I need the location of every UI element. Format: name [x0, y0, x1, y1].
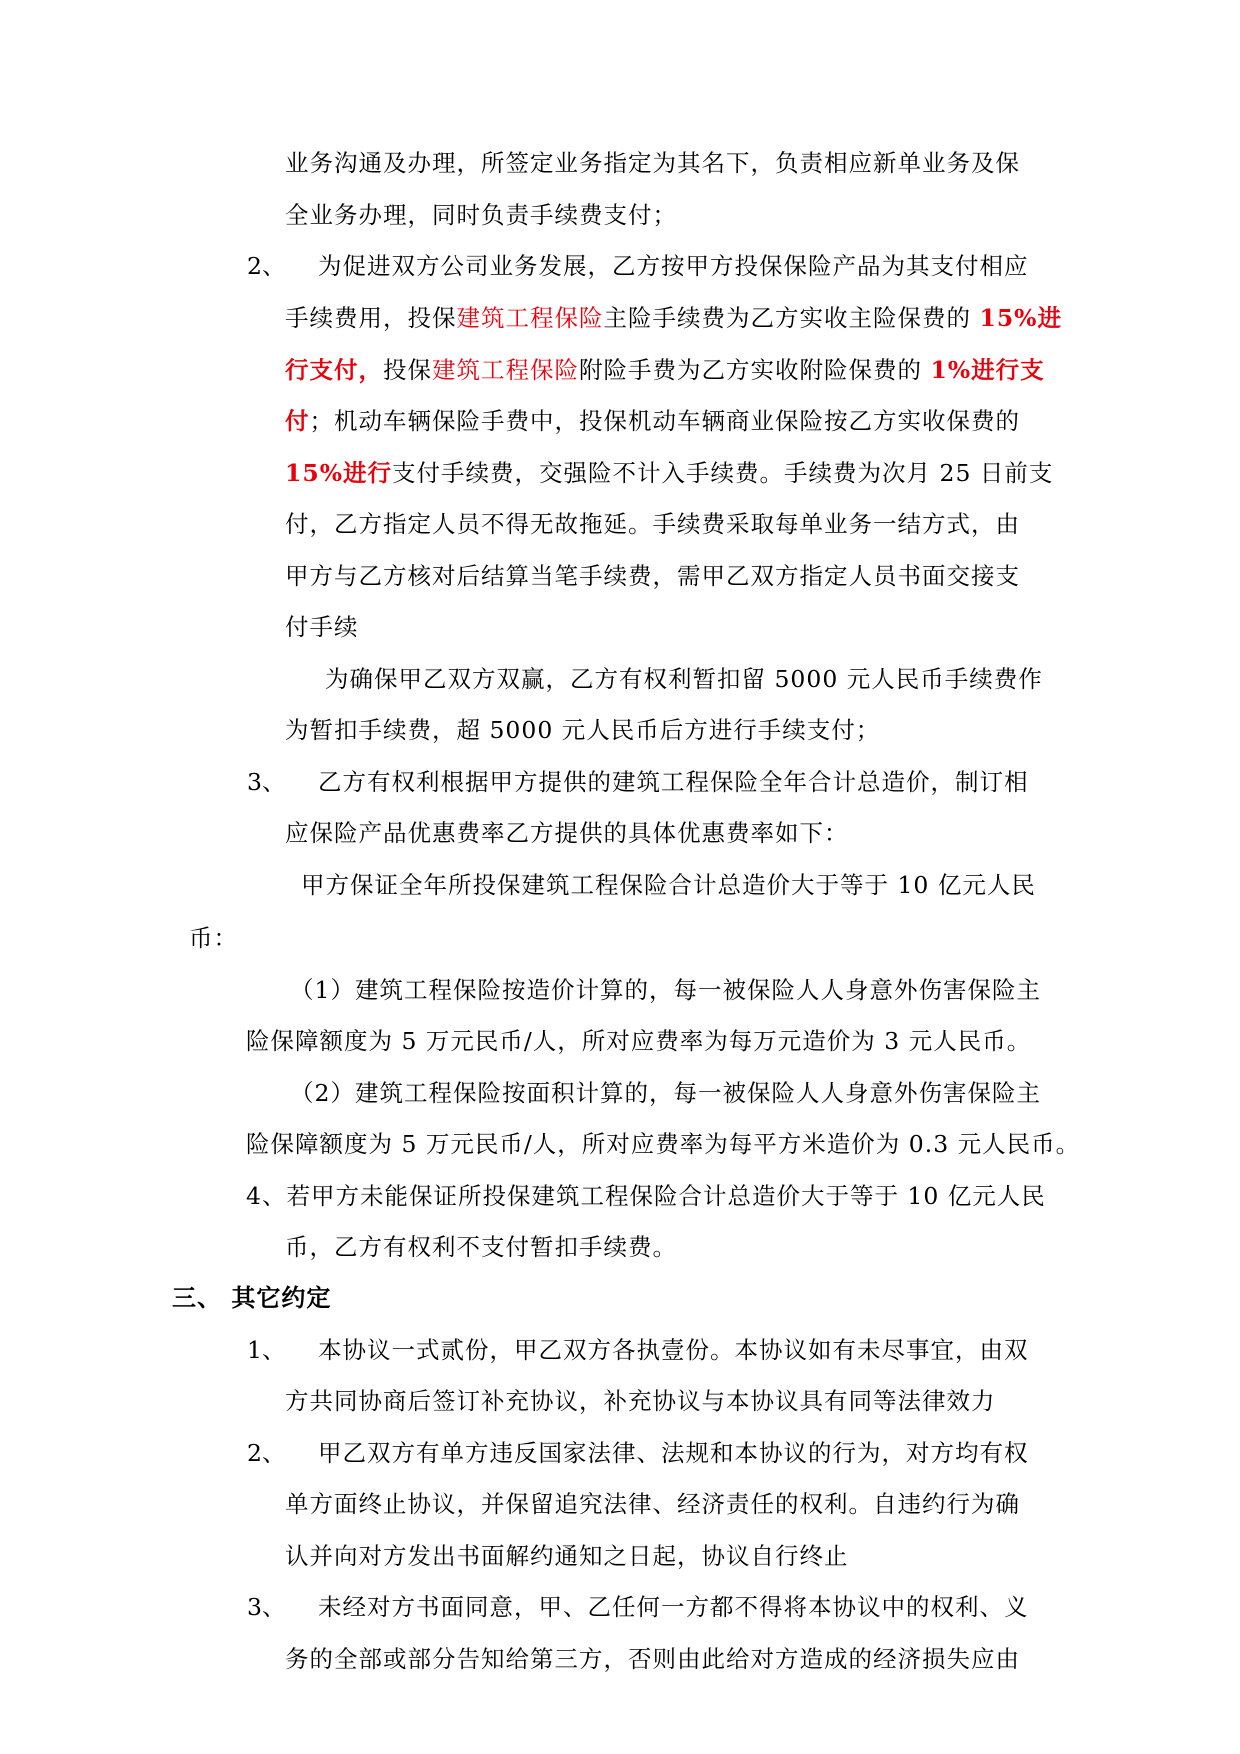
- text-line: [246, 1129, 1080, 1159]
- list-number: 1、: [247, 1336, 286, 1364]
- text-segment: 险保障额度为 5 万元民币/人，所对应费率为每万元造价为 3 元人民币。: [246, 1027, 1032, 1055]
- text-segment: ；机动车辆保险手费中，投保机动车辆商业保险按乙方实收保费的: [309, 407, 1020, 435]
- text-segment: 为确保甲乙双方双赢，乙方有权利暂扣留 5000 元人民币手续费作: [325, 665, 1043, 693]
- text-segment: 币，乙方有权利不支付暂扣手续费。: [285, 1233, 677, 1261]
- text-line: [285, 509, 1020, 539]
- text-segment: 甲方保证全年所投保建筑工程保险合计总造价大于等于 10 亿元人民: [301, 871, 1036, 899]
- text-line: [318, 1335, 1029, 1365]
- text-line: [285, 715, 880, 745]
- text-line: [285, 1386, 996, 1416]
- text-segment: 认并向对方发出书面解约通知之日起，协议自行终止: [285, 1542, 849, 1570]
- text-segment: （1）建筑工程保险按造价计算的，每一被保险人人身意外伤害保险主: [290, 976, 1041, 1004]
- text-segment: 甲乙双方有单方违反国家法律、法规和本协议的行为，对方均有权: [318, 1439, 1029, 1467]
- text-segment: 主险手续费为乙方实收主险保费的: [603, 304, 980, 332]
- text-line: [285, 1644, 1020, 1674]
- highlighted-text: 建筑工程保险: [432, 356, 579, 384]
- text-line: [285, 1541, 849, 1571]
- text-line: [285, 303, 1062, 333]
- text-segment: 方共同协商后签订补充协议，补充协议与本协议具有同等法律效力: [285, 1387, 996, 1415]
- text-segment: 为暂扣手续费，超 5000 元人民币后方进行手续支付；: [285, 716, 881, 744]
- text-line: [318, 1592, 1029, 1622]
- text-segment: 投保: [383, 356, 432, 384]
- text-segment: 手续费用，投保: [285, 304, 457, 332]
- text-line: [318, 1438, 1029, 1468]
- text-segment: 付，乙方指定人员不得无故拖延。手续费采取每单业务一结方式，由: [285, 510, 1020, 538]
- text-line: [246, 1181, 1046, 1211]
- text-segment: 本协议一式贰份，甲乙双方各执壹份。本协议如有未尽事宜，由双: [318, 1336, 1029, 1364]
- text-line: [290, 975, 1041, 1005]
- highlighted-text: 付: [285, 407, 310, 435]
- highlighted-text: 15%进: [979, 304, 1063, 332]
- text-segment: 应保险产品优惠费率乙方提供的具体优惠费率如下：: [285, 819, 849, 847]
- text-line: [285, 561, 1020, 591]
- text-line: [285, 818, 849, 848]
- list-number: 3、: [247, 1593, 286, 1621]
- text-segment: 业务沟通及办理，所签定业务指定为其名下，负责相应新单业务及保: [285, 149, 1020, 177]
- text-line: [318, 251, 1029, 281]
- text-line: [246, 1026, 1031, 1056]
- text-line: [285, 406, 1020, 436]
- text-segment: 甲方与乙方核对后结算当笔手续费，需甲乙双方指定人员书面交接支: [285, 562, 1020, 590]
- text-line: [189, 923, 238, 953]
- highlighted-text: 1%进行支: [930, 356, 1045, 384]
- text-segment: 全业务办理，同时负责手续费支付；: [285, 201, 677, 229]
- text-line: [285, 1232, 677, 1262]
- section-heading: 三、 其它约定: [172, 1283, 332, 1312]
- text-segment: 币：: [189, 924, 238, 952]
- text-segment: 单方面终止协议，并保留追究法律、经济责任的权利。自违约行为确: [285, 1490, 1020, 1518]
- list-number: 2、: [247, 1439, 286, 1467]
- text-segment: 务的全部或部分告知给第三方，否则由此给对方造成的经济损失应由: [285, 1645, 1020, 1673]
- text-segment: 4、若甲方未能保证所投保建筑工程保险合计总造价大于等于 10 亿元人民: [246, 1182, 1046, 1210]
- text-segment: 支付手续费，交强险不计入手续费。手续费为次月 25 日前支: [392, 459, 1054, 487]
- text-segment: （2）建筑工程保险按面积计算的，每一被保险人人身意外伤害保险主: [290, 1079, 1041, 1107]
- highlighted-text: 建筑工程保险: [456, 304, 604, 332]
- text-line: [285, 200, 677, 230]
- text-line: [290, 1078, 1041, 1108]
- text-segment: 付手续: [285, 613, 359, 641]
- text-line: [285, 612, 359, 642]
- list-number: 3、: [247, 768, 286, 796]
- text-segment: 附险手费为乙方实收附险保费的: [579, 356, 931, 384]
- text-line: [285, 148, 1020, 178]
- highlighted-text: 行支付，: [285, 356, 383, 384]
- text-line: [325, 664, 1043, 694]
- highlighted-text: 15%进行: [285, 459, 393, 487]
- text-segment: 险保障额度为 5 万元民币/人，所对应费率为每平方米造价为 0.3 元人民币。: [246, 1130, 1081, 1158]
- text-line: [318, 767, 1029, 797]
- text-line: [285, 1489, 1020, 1519]
- text-segment: 未经对方书面同意，甲、乙任何一方都不得将本协议中的权利、义: [318, 1593, 1029, 1621]
- text-segment: 为促进双方公司业务发展，乙方按甲方投保保险产品为其支付相应: [318, 252, 1029, 280]
- text-line: [285, 458, 1053, 488]
- list-number: 2、: [247, 252, 286, 280]
- text-line: [301, 870, 1036, 900]
- text-line: [285, 355, 1045, 385]
- text-segment: 乙方有权利根据甲方提供的建筑工程保险全年合计总造价，制订相: [318, 768, 1029, 796]
